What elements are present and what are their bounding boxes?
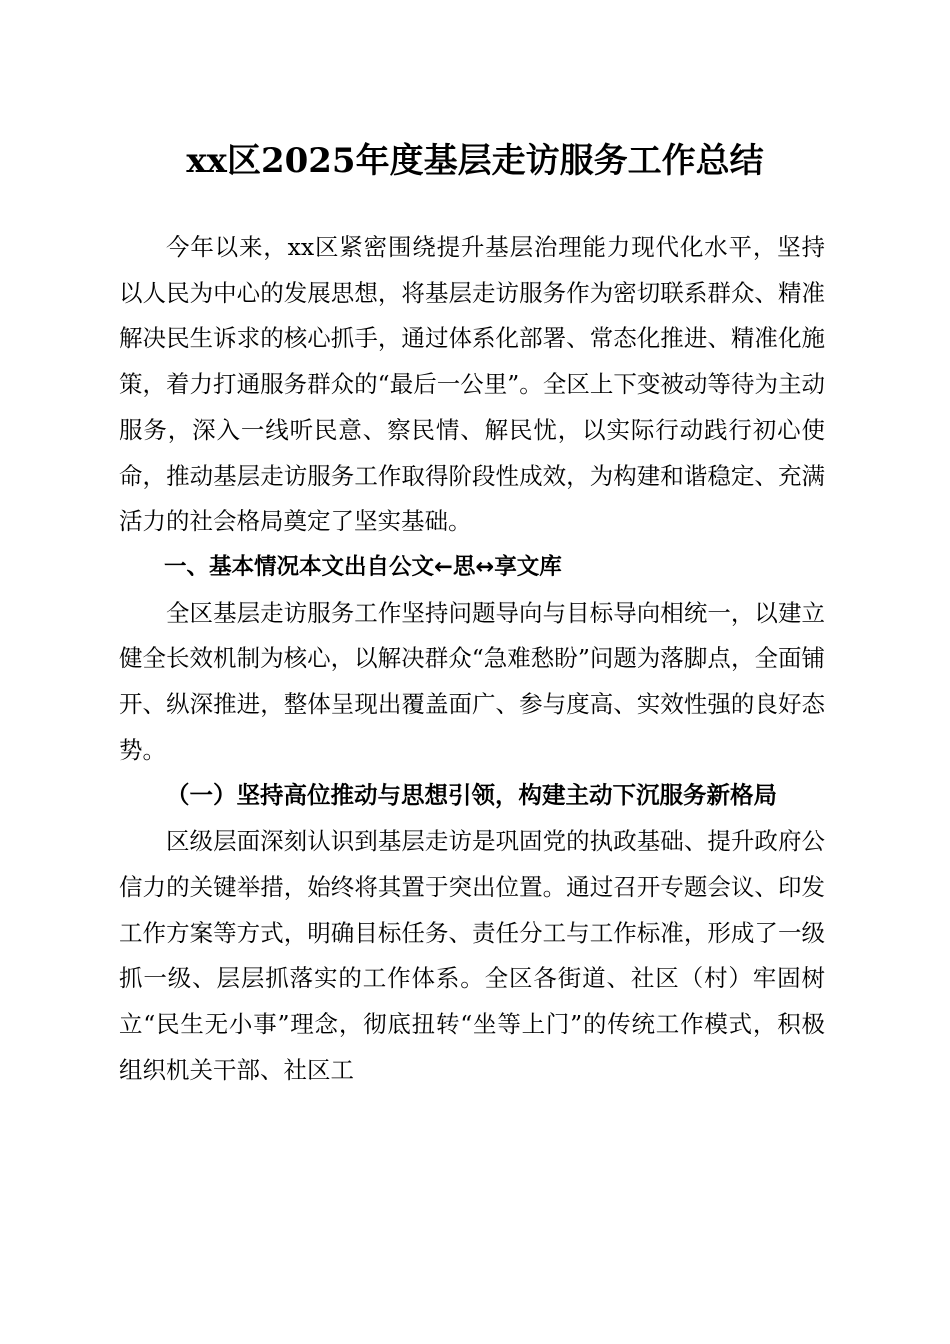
intro-paragraph: 今年以来，xx区紧密围绕提升基层治理能力现代化水平，坚持以人民为中心的发展思想，将基层走访服务作为密切联系群众、精准解决民生诉求的核心抓手，通过体系化部署、常态化推进、精准化施策，着力打通服务群众的“最后一公里”。全区上下变被动等待为主动服务，深入一线听民意、察民情、解民忧，以实际行动践行初心使命，推动基层走访服务工作取得阶段性成效，为构建和谐稳定、充满活力的社会格局奠定了坚实基础。 bbox=[119, 233, 825, 536]
document-body bbox=[119, 225, 825, 1093]
document-title: xx区2025年度基层走访服务工作总结 bbox=[186, 141, 764, 181]
subsection-heading-1: （一）坚持高位推动与思想引领，构建主动下沉服务新格局 bbox=[166, 781, 777, 810]
subsection-1-paragraph: 区级层面深刻认识到基层走访是巩固党的执政基础、提升政府公信力的关键举措，始终将其置于突出位置。通过召开专题会议、印发工作方案等方式，明确目标任务、责任分工与工作标准，形成了一级抓一级、层层抓落实的工作体系。全区各街道、社区（村）牢固树立“民生无小事”理念，彻底扭转“坐等上门”的传统工作模式，积极组织机关干部、社区工 bbox=[119, 827, 825, 1084]
section-heading-basic-situation: 一、基本情况本文出自公文←思↔享文库 bbox=[164, 553, 562, 580]
basic-situation-paragraph: 全区基层走访服务工作坚持问题导向与目标导向相统一，以建立健全长效机制为核心，以解决群众“急难愁盼”问题为落脚点，全面铺开、纵深推进，整体呈现出覆盖面广、参与度高、实效性强的良好态势。 bbox=[119, 598, 825, 764]
